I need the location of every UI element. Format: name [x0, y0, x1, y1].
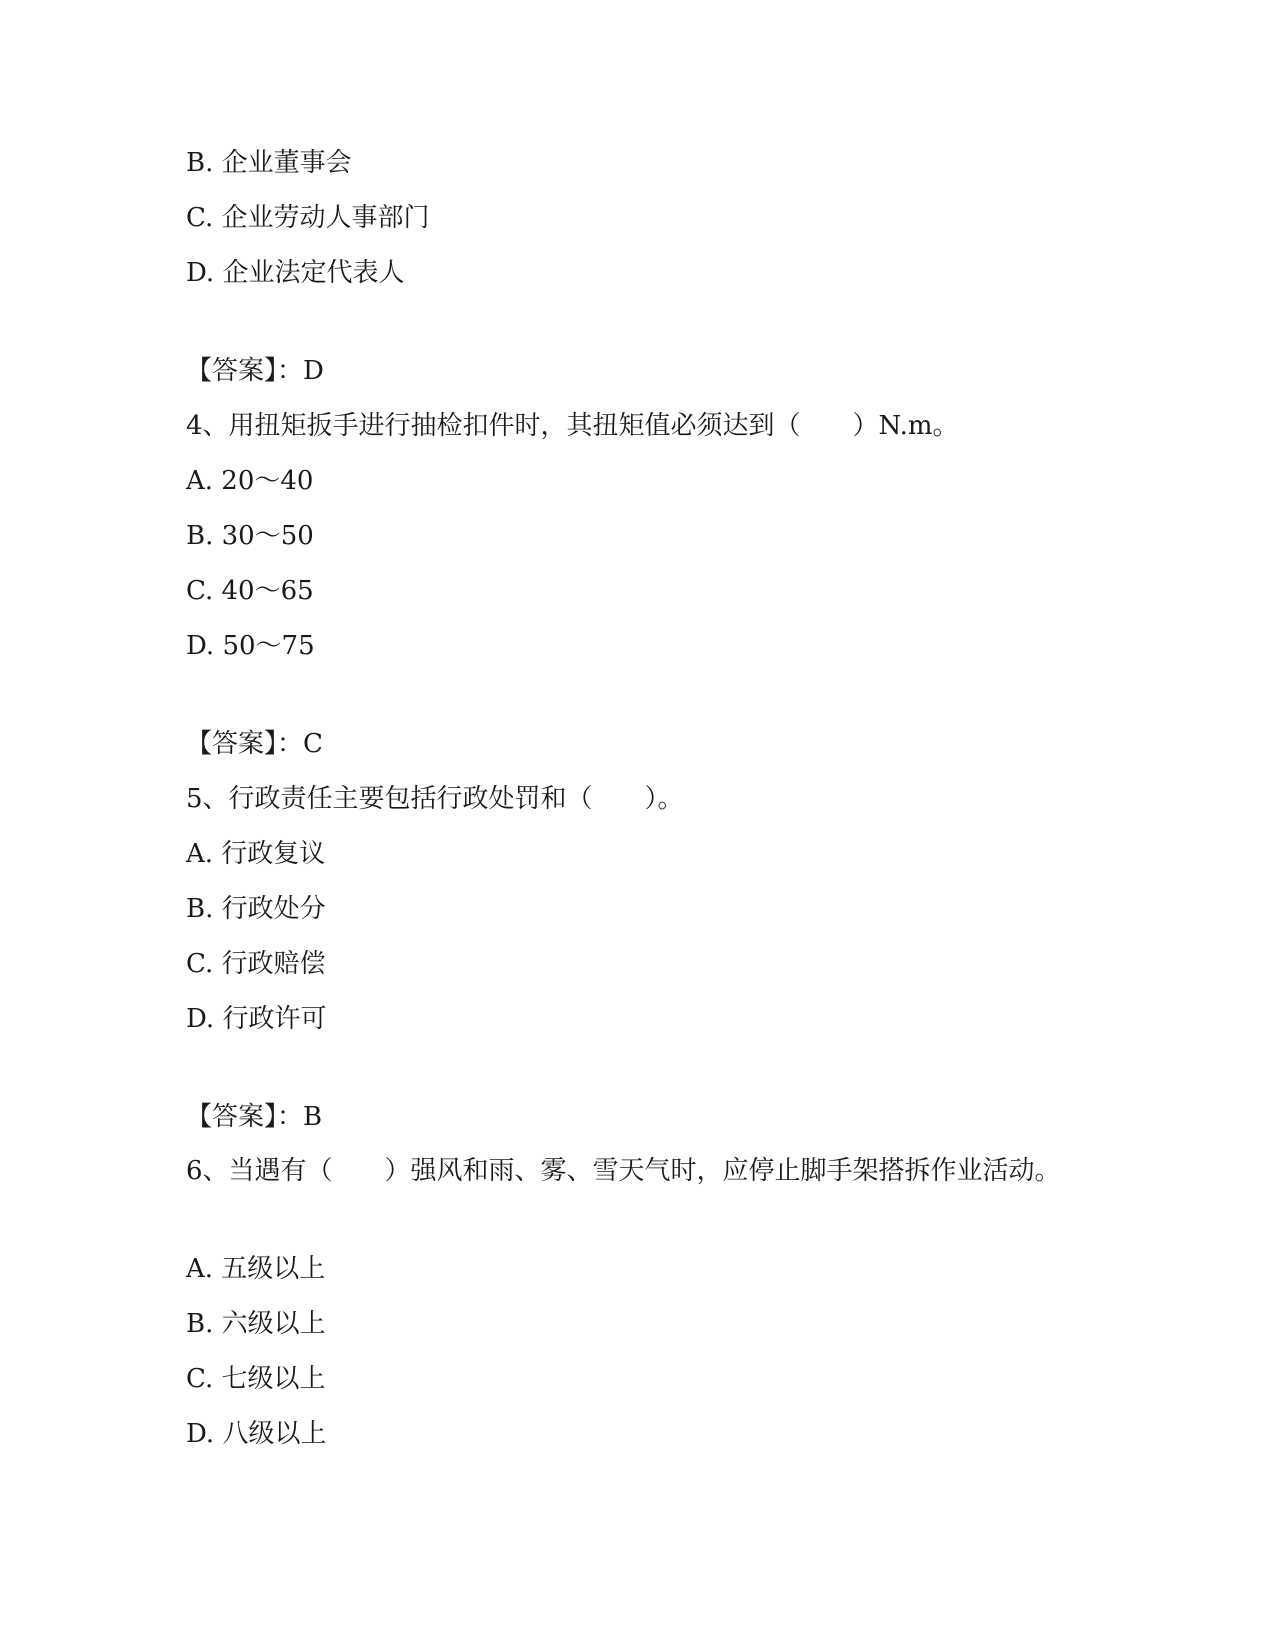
- q3-option-d: D. 企业法定代表人: [186, 258, 405, 288]
- q4-option-a: A. 20～40: [186, 466, 314, 496]
- q3-option-b: B. 企业董事会: [186, 148, 352, 178]
- q4-answer: 【答案】：C: [186, 729, 323, 759]
- q3-option-c: C. 企业劳动人事部门: [186, 203, 430, 233]
- q5-question: 5、行政责任主要包括行政处罚和（ ）。: [186, 784, 684, 814]
- q5-answer: 【答案】：B: [186, 1102, 323, 1132]
- q3-answer: 【答案】：D: [186, 356, 324, 386]
- q4-option-c: C. 40～65: [186, 576, 314, 606]
- q6-option-c: C. 七级以上: [186, 1364, 326, 1394]
- q5-option-b: B. 行政处分: [186, 894, 326, 924]
- q6-option-a: A. 五级以上: [186, 1254, 326, 1284]
- q5-option-c: C. 行政赔偿: [186, 949, 326, 979]
- q6-option-b: B. 六级以上: [186, 1309, 326, 1339]
- q4-question: 4、用扭矩扳手进行抽检扣件时，其扭矩值必须达到（ ）N.m。: [186, 411, 959, 441]
- q4-option-d: D. 50～75: [186, 631, 315, 661]
- q6-option-d: D. 八级以上: [186, 1419, 327, 1449]
- q5-option-d: D. 行政许可: [186, 1004, 327, 1034]
- q4-option-b: B. 30～50: [186, 521, 314, 551]
- q6-question: 6、当遇有（ ）强风和雨、雾、雪天气时，应停止脚手架搭拆作业活动。: [186, 1156, 1061, 1186]
- q5-option-a: A. 行政复议: [186, 839, 326, 869]
